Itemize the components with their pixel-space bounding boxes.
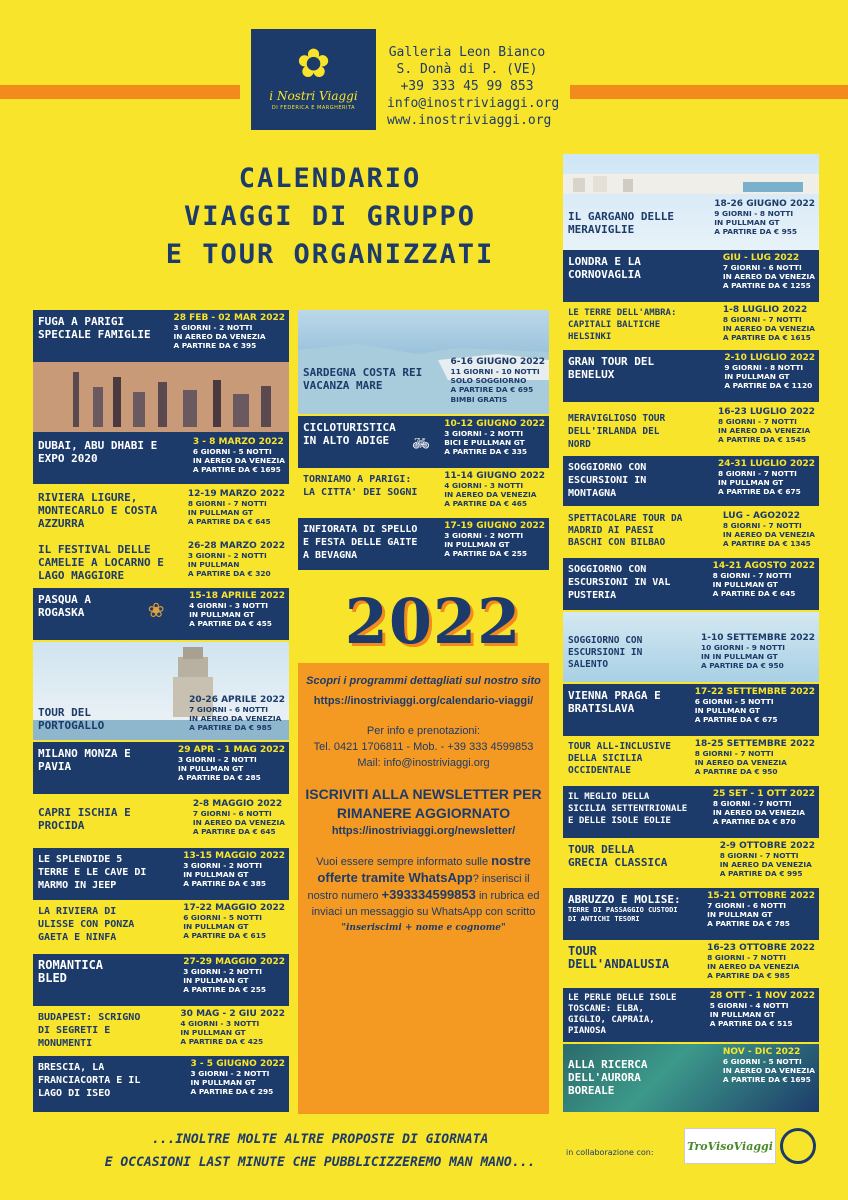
trip-name: BRESCIA, LA FRANCIACORTA E IL LAGO DI ISEO	[38, 1062, 141, 1099]
trip-price: A PARTIRE DA € 675	[694, 715, 778, 725]
trip-transport: IN PULLMAN GT	[712, 580, 778, 590]
trip-price: A PARTIRE DA € 615	[183, 931, 266, 941]
trip-price: A PARTIRE DA € 255	[444, 549, 528, 559]
trip-name: LE TERRE DELL'AMBRA: CAPITALI BALTICHE HELSINKI	[568, 308, 677, 342]
trip-transport: IN PULLMAN GT	[714, 218, 780, 228]
trip-duration: 8 GIORNI - 7 NOTTI	[722, 521, 802, 530]
info-contacts: Tel. 0421 1706811 - Mob. - +39 333 4599853 Mail: info@inostriviaggi.org	[313, 741, 534, 769]
trip-date: 18-25 SETTEMBRE 2022	[694, 739, 815, 749]
trip-name: TOUR DEL PORTOGALLO	[38, 706, 105, 732]
trip-transport: IN PULLMAN GT	[180, 1028, 246, 1038]
whatsapp-text-c: ? inserisci il nostro numero	[307, 873, 530, 902]
trip-name: RIVIERA LIGURE, MONTECARLO E COSTA AZZURRA	[38, 491, 158, 530]
trip-budapest[interactable]	[33, 1006, 289, 1056]
trip-name: LE PERLE DELLE ISOLE TOSCANE: ELBA, GIGLIO, CAPRAIA, PIANOSA	[568, 993, 677, 1036]
trip-date: 25 SET - 1 OTT 2022	[712, 789, 815, 799]
footer-note	[60, 1128, 580, 1174]
trip-name: IL FESTIVAL DELLE CAMELIE A LOCARNO E LAGO MAGGIORE	[38, 543, 164, 582]
trip-price: A PARTIRE DA € 985	[189, 723, 272, 733]
trip-duration: 4 GIORNI - 3 NOTTI	[180, 1019, 260, 1028]
trip-date: 15-18 APRILE 2022	[189, 591, 285, 601]
trip-date: 17-22 MAGGIO 2022	[183, 903, 285, 913]
trip-dubai[interactable]	[33, 362, 289, 484]
trip-name: SOGGIORNO CON ESCURSIONI IN MONTAGNA	[568, 462, 647, 499]
brand-tagline: DI FEDERICA E MARGHERITA	[271, 105, 356, 111]
trip-duration: 3 GIORNI - 2 NOTTI	[444, 531, 524, 540]
trip-parigi2[interactable]	[298, 468, 549, 518]
trip-name: ALLA RICERCA DELL'AURORA BOREALE	[568, 1058, 648, 1097]
trip-transport: IN AEREO DA VENEZIA	[707, 962, 800, 972]
trip-duration: 8 GIORNI - 7 NOTTI	[718, 417, 797, 426]
trip-transport: IN PULLMAN GT	[183, 976, 249, 986]
trip-transport: IN PULLMAN GT	[707, 910, 773, 920]
trip-duration: 3 GIORNI - 2 NOTTI	[444, 429, 524, 438]
trip-price: A PARTIRE DA € 295	[190, 1087, 274, 1097]
trip-transport: IN PULLMAN GT	[187, 508, 254, 518]
trip-transport: IN AEREO DA VENEZIA	[722, 324, 815, 334]
trip-date: NOV - DIC 2022	[722, 1047, 801, 1057]
partner-name: TroVisoViaggi	[687, 1139, 773, 1153]
trip-name: ROMANTICA BLED	[38, 958, 104, 985]
promo-intro: Scopri i programmi dettagliati sul nostro sito	[306, 675, 541, 687]
trip-duration: 8 GIORNI - 7 NOTTI	[712, 571, 792, 580]
programs-link[interactable]: https://inostriviaggi.org/calendario-viaggi/	[313, 695, 534, 707]
trip-price: A PARTIRE DA € 255	[183, 985, 266, 995]
trip-subtitle: TERRE DI PASSAGGIO CUSTODI DI ANTICHI TESORI	[568, 906, 678, 923]
trip-date: 16-23 LUGLIO 2022	[718, 407, 815, 417]
trip-date: LUG - AGO2022	[722, 511, 801, 521]
trip-price: A PARTIRE DA € 675	[718, 487, 801, 497]
trip-duration: 3 GIORNI - 2 NOTTI	[183, 861, 263, 870]
trip-transport: IN PULLMAN	[187, 560, 240, 570]
trip-date: 16-23 OTTOBRE 2022	[707, 943, 815, 953]
trip-price: A PARTIRE DA € 320	[187, 569, 271, 579]
trip-date: 17-19 GIUGNO 2022	[444, 521, 545, 531]
trip-milano[interactable]	[33, 742, 289, 794]
trip-benelux[interactable]	[563, 350, 819, 402]
trip-duration: 3 GIORNI - 2 NOTTI	[187, 551, 267, 560]
trip-price: A PARTIRE DA € 645	[712, 589, 796, 599]
trip-duration: 6 GIORNI - 5 NOTTI	[192, 447, 272, 456]
trip-transport: IN AEREO DA VENEZIA	[712, 808, 805, 818]
year-heading: 2022	[344, 585, 522, 658]
trip-transport: IN PULLMAN GT	[189, 610, 255, 620]
trip-duration: 4 GIORNI - 3 NOTTI	[444, 481, 524, 490]
address-line-1: Galleria Leon Bianco	[388, 45, 546, 60]
trip-price: A PARTIRE DA € 985	[707, 971, 790, 981]
trip-date: 30 MAG - 2 GIU 2022	[180, 1009, 285, 1019]
dubai-skyline-image	[33, 362, 289, 432]
trip-duration: 6 GIORNI - 5 NOTTI	[694, 697, 774, 706]
trip-date: 3 - 5 GIUGNO 2022	[190, 1059, 285, 1069]
bicycle-icon: 🚲︎	[412, 436, 431, 452]
trip-date: 13-15 MAGGIO 2022	[183, 851, 285, 861]
trip-spagna[interactable]	[563, 508, 819, 558]
trip-transport: IN AEREO DA VENEZIA	[722, 1066, 815, 1076]
trip-date: 24-31 LUGLIO 2022	[718, 459, 815, 469]
newsletter-link[interactable]: https://inostriviaggi.org/newsletter/	[331, 825, 516, 837]
trip-date: 3 - 8 MARZO 2022	[192, 437, 284, 447]
trip-spello[interactable]	[298, 518, 549, 570]
trip-duration: 3 GIORNI - 2 NOTTI	[173, 323, 253, 332]
trip-transport: SOLO SOGGIORNO	[450, 376, 527, 386]
trip-price: A PARTIRE DA € 645	[187, 517, 271, 527]
title-line-1: CALENDARIO	[238, 163, 422, 194]
trip-transport: IN AEREO DA VENEZIA	[718, 426, 811, 436]
trip-price: A PARTIRE DA € 645	[192, 827, 276, 837]
trip-pasqua[interactable]	[33, 588, 289, 640]
trip-name: TOUR DELLA GRECIA CLASSICA	[568, 843, 668, 869]
trip-sicilia[interactable]	[563, 736, 819, 786]
trip-name: INFIORATA DI SPELLO E FESTA DELLE GAITE A BEVAGNA	[303, 524, 418, 561]
trip-duration: 9 GIORNI - 8 NOTTI	[724, 363, 804, 372]
trip-price: A PARTIRE DA € 395	[173, 341, 257, 351]
trip-name: LONDRA E LA CORNOVAGLIA	[568, 255, 641, 281]
trip-name-block	[563, 888, 689, 940]
trip-duration: 7 GIORNI - 6 NOTTI	[189, 705, 269, 714]
trip-price: A PARTIRE DA € 515	[709, 1019, 793, 1029]
trip-duration: 10 GIORNI - 9 NOTTI	[701, 643, 785, 652]
trip-duration: 4 GIORNI - 3 NOTTI	[189, 601, 269, 610]
trip-transport: IN AEREO DA VENEZIA	[192, 818, 285, 828]
trip-name: TORNIAMO A PARIGI: LA CITTA' DEI SOGNI	[303, 474, 418, 498]
trip-name: TOUR DELL'ANDALUSIA	[568, 944, 670, 971]
trip-duration: 7 GIORNI - 6 NOTTI	[192, 809, 272, 818]
trip-grecia[interactable]	[563, 838, 819, 888]
easter-bunny-icon: ❀	[147, 598, 165, 622]
whatsapp-text-a: Vuoi essere sempre informato sulle	[316, 856, 489, 868]
trip-andalusia[interactable]	[563, 940, 819, 988]
trip-transport: IN PULLMAN GT	[718, 478, 784, 488]
trip-date: 11-14 GIUGNO 2022	[444, 471, 545, 481]
trip-duration: 8 GIORNI - 7 NOTTI	[722, 315, 802, 324]
trip-date: 2-8 MAGGIO 2022	[192, 799, 283, 809]
trip-londra[interactable]	[563, 250, 819, 302]
footer-line-1: ...INOLTRE MOLTE ALTRE PROPOSTE DI GIORNATA	[151, 1132, 489, 1147]
trip-price: A PARTIRE DA € 995	[719, 869, 803, 879]
trip-name: MILANO MONZA E PAVIA	[38, 747, 131, 773]
trip-price: A PARTIRE DA € 1695	[192, 465, 281, 475]
trip-duration: 3 GIORNI - 2 NOTTI	[177, 755, 257, 764]
trip-name: IL MEGLIO DELLA SICILIA SETTENTRIONALE E DELLE ISOLE EOLIE	[568, 792, 688, 826]
trip-price: A PARTIRE DA € 950	[701, 661, 784, 671]
trip-duration: 8 GIORNI - 7 NOTTI	[694, 749, 774, 758]
trip-transport: IN AEREO DA VENEZIA	[694, 758, 787, 768]
trip-aurora[interactable]	[563, 1044, 819, 1112]
info-label: Per info e prenotazioni:	[366, 725, 481, 737]
trip-name: CICLOTURISTICA IN ALTO ADIGE	[303, 421, 396, 447]
trip-price: A PARTIRE DA € 695	[450, 385, 534, 395]
trip-name: DUBAI, ABU DHABI E EXPO 2020	[38, 439, 158, 465]
trip-date: 27-29 MAGGIO 2022	[183, 957, 285, 967]
trip-transport: IN AEREO DA VENEZIA	[173, 332, 266, 342]
trip-date: 28 OTT - 1 NOV 2022	[709, 991, 815, 1001]
trip-name: SARDEGNA COSTA REI VACANZA MARE	[303, 366, 423, 392]
trip-brescia[interactable]	[33, 1056, 289, 1112]
trip-name: SPETTACOLARE TOUR DA MADRID AI PAESI BASCHI CON BILBAO	[568, 513, 683, 548]
trip-name: GRAN TOUR DEL BENELUX	[568, 355, 655, 381]
trip-date: 1-10 SETTEMBRE 2022	[701, 633, 815, 643]
trip-name: SOGGIORNO CON ESCURSIONI IN VAL PUSTERIA	[568, 564, 671, 601]
brand-name: i Nostri Viaggi	[269, 89, 358, 103]
trip-transport: IN AEREO DA VENEZIA	[719, 860, 812, 870]
phone: +39 333 45 99 853	[400, 79, 534, 94]
trip-price: A PARTIRE DA € 385	[183, 879, 266, 889]
trip-transport: IN PULLMAN GT	[694, 706, 760, 716]
trip-transport: IN PULLMAN GT	[177, 764, 244, 774]
trip-date: 2-9 OTTOBRE 2022	[719, 841, 815, 851]
trip-name: MERAVIGLIOSO TOUR DELL'IRLANDA DEL NORD	[568, 413, 666, 450]
address-line-2: S. Donà di P. (VE)	[396, 62, 538, 77]
trip-toscane[interactable]	[563, 988, 819, 1042]
whatsapp-text	[298, 853, 549, 920]
trip-parigi[interactable]	[33, 310, 289, 362]
trip-date: 28 FEB - 02 MAR 2022	[173, 313, 285, 323]
trip-date: 18-26 GIUGNO 2022	[714, 199, 815, 209]
trip-salento[interactable]	[563, 612, 819, 682]
trip-name: FUGA A PARIGI SPECIALE FAMIGLIE	[38, 315, 151, 341]
trip-price: A PARTIRE DA € 335	[444, 447, 528, 457]
trip-duration: 8 GIORNI - 7 NOTTI	[707, 953, 787, 962]
trip-date: 29 APR - 1 MAG 2022	[177, 745, 285, 755]
whatsapp-number[interactable]: +393334599853	[381, 887, 476, 902]
trip-duration: 6 GIORNI - 5 NOTTI	[183, 913, 263, 922]
trip-name: CAPRI ISCHIA E PROCIDA	[38, 806, 131, 832]
trip-date: 12-19 MARZO 2022	[187, 489, 285, 499]
trip-price: A PARTIRE DA € 1345	[722, 539, 811, 549]
contact-block	[387, 44, 560, 129]
trip-duration: 8 GIORNI - 7 NOTTI	[719, 851, 799, 860]
trip-date: GIU - LUG 2022	[722, 253, 800, 263]
trip-ulisse[interactable]	[33, 900, 289, 952]
partner-logo[interactable]	[684, 1128, 776, 1164]
trip-duration: 11 GIORNI - 10 NOTTI	[450, 367, 540, 376]
trip-price: A PARTIRE DA € 425	[180, 1037, 264, 1047]
trip-price: A PARTIRE DA € 870	[712, 817, 796, 827]
trip-duration: 3 GIORNI - 2 NOTTI	[183, 967, 263, 976]
trip-ambra[interactable]	[563, 302, 819, 350]
trip-name: PASQUA A ROGASKA	[38, 593, 91, 619]
trip-transport: IN PULLMAN GT	[724, 372, 790, 382]
trip-date: 17-22 SETTEMBRE 2022	[694, 687, 815, 697]
email-link[interactable]: info@inostriviaggi.org	[387, 96, 560, 111]
trip-date: 26-28 MARZO 2022	[187, 541, 285, 551]
trip-name: ABRUZZO E MOLISE:	[568, 893, 681, 906]
trip-transport: IN PULLMAN GT	[183, 922, 249, 932]
partner-badge-icon	[780, 1128, 816, 1164]
whatsapp-text-b: nostre offerte tramite WhatsApp	[317, 853, 531, 885]
trip-date: 15-21 OTTOBRE 2022	[707, 891, 815, 901]
trip-transport: IN PULLMAN GT	[444, 540, 510, 550]
whatsapp-text-e: in rubrica ed inviaci un messaggio su WhatsApp con scritto	[311, 890, 540, 918]
whatsapp-message: "inseriscimi + nome e cognome"	[341, 923, 506, 933]
trip-price: A PARTIRE DA € 1545	[718, 435, 806, 445]
trip-name: LE SPLENDIDE 5 TERRE E LE CAVE DI MARMO IN JEEP	[38, 854, 147, 891]
trip-price: A PARTIRE DA € 1255	[722, 281, 811, 291]
trip-vienna[interactable]	[563, 684, 819, 736]
trip-duration: 7 GIORNI - 6 NOTTI	[707, 901, 787, 910]
website-link[interactable]: www.inostriviaggi.org	[387, 113, 552, 128]
trip-transport: IN AEREO DA VENEZIA	[192, 456, 285, 466]
trip-price: A PARTIRE DA € 1120	[724, 381, 813, 391]
page-title	[140, 160, 520, 274]
trip-price: A PARTIRE DA € 285	[177, 773, 261, 783]
trip-eolie[interactable]	[563, 786, 819, 838]
newsletter-heading: ISCRIVITI ALLA NEWSLETTER PER RIMANERE AGGIORNATO	[305, 786, 542, 821]
trip-date: 2-10 LUGLIO 2022	[724, 353, 815, 363]
trip-montagna[interactable]	[563, 456, 819, 506]
trip-transport: IN PULLMAN GT	[183, 870, 249, 880]
trip-riviera[interactable]	[33, 486, 289, 538]
trip-camelie[interactable]	[33, 538, 289, 588]
trip-price: A PARTIRE DA € 785	[707, 919, 790, 929]
trip-ciclo[interactable]	[298, 416, 549, 468]
trip-abruzzo[interactable]	[563, 888, 819, 940]
decor-stripe-right	[570, 85, 848, 99]
trip-name: VIENNA PRAGA E BRATISLAVA	[568, 689, 661, 715]
trip-transport: IN AEREO DA VENEZIA	[189, 714, 282, 724]
trip-transport: IN IN PULLMAN GT	[701, 652, 778, 662]
promo-box	[298, 663, 549, 1114]
trip-price: A PARTIRE DA € 955	[714, 227, 798, 237]
brand-logo	[251, 29, 376, 130]
trip-note: BIMBI GRATIS	[450, 394, 508, 404]
trip-name: SOGGIORNO CON ESCURSIONI IN SALENTO	[568, 635, 643, 670]
trip-date: 14-21 AGOSTO 2022	[712, 561, 815, 571]
trip-gargano[interactable]	[563, 154, 819, 250]
trip-transport: IN AEREO DA VENEZIA	[722, 530, 815, 540]
trip-capri[interactable]	[33, 796, 289, 846]
collab-label: in collaborazione con:	[566, 1148, 654, 1157]
trip-duration: 7 GIORNI - 6 NOTTI	[722, 263, 802, 272]
trip-date: 6-16 GIUGNO 2022	[450, 357, 545, 367]
trip-transport: IN AEREO DA VENEZIA	[444, 490, 537, 500]
trip-date: 20-26 APRILE 2022	[189, 695, 285, 705]
title-line-2: VIAGGI DI GRUPPO	[183, 201, 477, 232]
trip-date: 1-8 LUGLIO 2022	[722, 305, 808, 315]
trip-duration: 8 GIORNI - 7 NOTTI	[718, 469, 797, 478]
trip-duration: 3 GIORNI - 2 NOTTI	[190, 1069, 270, 1078]
trip-pusteria[interactable]	[563, 558, 819, 610]
trip-irlanda[interactable]	[563, 404, 819, 456]
trip-transport: BICI E PULLMAN GT	[444, 438, 525, 448]
trip-sardegna[interactable]	[298, 310, 549, 414]
decor-stripe-left	[0, 85, 240, 99]
trip-price: A PARTIRE DA € 1615	[722, 333, 811, 343]
trip-duration: 8 GIORNI - 7 NOTTI	[187, 499, 267, 508]
trip-transport: IN AEREO DA VENEZIA	[722, 272, 815, 282]
trip-name: TOUR ALL-INCLUSIVE DELLA SICILIA OCCIDENTALE	[568, 741, 671, 776]
trip-date: 10-12 GIUGNO 2022	[444, 419, 545, 429]
trip-name: LA RIVIERA DI ULISSE CON PONZA GAETA E NINFA	[38, 906, 135, 943]
trip-transport: IN PULLMAN GT	[709, 1010, 775, 1020]
footer-line-2: E OCCASIONI LAST MINUTE CHE PUBBLICIZZEREMO MAN MANO...	[104, 1155, 536, 1170]
trip-bled[interactable]	[33, 954, 289, 1006]
trip-cinqueterre[interactable]	[33, 848, 289, 900]
trip-duration: 8 GIORNI - 7 NOTTI	[712, 799, 792, 808]
trip-transport: IN PULLMAN GT	[190, 1078, 256, 1088]
trip-price: A PARTIRE DA € 465	[444, 499, 528, 509]
trip-price: A PARTIRE DA € 455	[189, 619, 272, 629]
trip-duration: 5 GIORNI - 4 NOTTI	[709, 1001, 789, 1010]
trip-price: A PARTIRE DA € 950	[694, 767, 778, 777]
trip-name: BUDAPEST: SCRIGNO DI SEGRETI E MONUMENTI	[38, 1012, 141, 1049]
title-line-3: E TOUR ORGANIZZATI	[165, 239, 495, 270]
trip-price: A PARTIRE DA € 1695	[722, 1075, 811, 1085]
trip-duration: 6 GIORNI - 5 NOTTI	[722, 1057, 802, 1066]
trip-name: IL GARGANO DELLE MERAVIGLIE	[568, 210, 674, 236]
trip-portogallo[interactable]	[33, 642, 289, 740]
trip-duration: 9 GIORNI - 8 NOTTI	[714, 209, 794, 218]
flower-icon: ✿	[296, 41, 331, 87]
